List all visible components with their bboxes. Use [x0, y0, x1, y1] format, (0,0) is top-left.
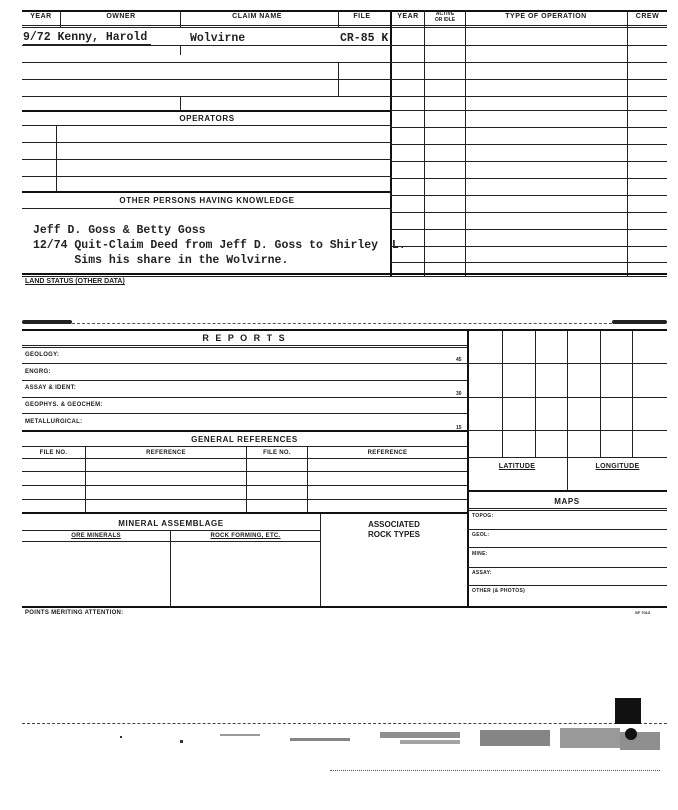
row-line [22, 345, 467, 346]
row-line [22, 363, 467, 364]
row-line [467, 529, 667, 530]
divider [627, 10, 628, 276]
grid-line [502, 331, 503, 457]
grid-line [467, 363, 667, 364]
row-line [22, 45, 667, 46]
reports-title: R E P O R T S [202, 333, 287, 343]
row-line [22, 413, 467, 414]
row-line [467, 508, 667, 509]
row-line [22, 79, 667, 80]
row-line [22, 191, 392, 193]
bottom-rule [22, 606, 667, 608]
divider [180, 96, 181, 110]
row-line [22, 208, 392, 209]
ore-minerals-label: ORE MINERALS [71, 533, 121, 539]
maps-assay: ASSAY: [472, 570, 492, 576]
row-line [22, 110, 392, 112]
grid-line [600, 331, 601, 457]
scan-noise-line [22, 723, 667, 724]
row-line [22, 458, 467, 459]
row-line [22, 430, 467, 432]
gr-file-no-2: FILE NO. [263, 450, 291, 456]
maps-mine: MINE: [472, 551, 488, 557]
divider [338, 10, 339, 27]
divider [465, 10, 466, 276]
divider [85, 446, 86, 512]
grid-line [535, 331, 536, 457]
divider [180, 45, 181, 55]
grid-line [467, 430, 667, 431]
row-line [467, 547, 667, 548]
report-assay: ASSAY & IDENT: [25, 385, 77, 391]
col-year: YEAR [30, 13, 52, 20]
row-line [22, 62, 667, 63]
row-line [22, 142, 392, 143]
other-persons-label: OTHER PERSONS HAVING KNOWLEDGE [119, 196, 295, 205]
row-line [390, 246, 667, 247]
row-line [22, 471, 467, 472]
grid-line [467, 397, 667, 398]
row-line [467, 490, 667, 492]
divider [424, 10, 425, 276]
row-line [22, 96, 667, 97]
mineral-assemblage-title: MINERAL ASSEMBLAGE [118, 519, 224, 528]
owner-entry-year-owner: 9/72 Kenny, Harold [23, 31, 148, 44]
registration-dot [625, 728, 637, 740]
report-geology: GEOLOGY: [25, 352, 60, 358]
report-engrg: ENGRG: [25, 369, 51, 375]
col-active-or-idle [425, 11, 465, 23]
latitude-label: LATITUDE [498, 463, 536, 470]
maps-title: MAPS [554, 497, 580, 506]
row-line [467, 567, 667, 568]
header-rule [22, 25, 667, 26]
col-owner: OWNER [106, 13, 136, 20]
maps-geol: GEOL: [472, 532, 490, 538]
divider [56, 125, 57, 191]
longitude-label: LONGITUDE [595, 463, 640, 470]
knowledge-line-2: 12/74 Quit-Claim Deed from Jeff D. Goss to Shirley L. [33, 239, 406, 252]
col-year-2: YEAR [397, 13, 419, 20]
row-line [390, 144, 667, 145]
gr-file-no: FILE NO. [39, 450, 68, 456]
row-line [467, 585, 667, 586]
maps-topog: TOPOG: [472, 513, 494, 519]
row-line [390, 110, 667, 111]
report-metallurgical: METALLURGICAL: [25, 419, 83, 425]
divider [307, 446, 308, 512]
row-line [22, 347, 467, 348]
row-line [22, 380, 467, 381]
col-type-of-operation: TYPE OF OPERATION [505, 13, 587, 20]
bottom-rule-2 [22, 276, 667, 277]
scan-noise-line [330, 770, 660, 771]
divider [170, 530, 171, 606]
active-label: ACTIVE [435, 11, 455, 17]
col-claim-name: CLAIM NAME [232, 13, 282, 20]
gr-reference-2: REFERENCE [367, 450, 408, 456]
col-file: FILE [353, 13, 371, 20]
top-border [22, 10, 667, 12]
registration-mark [615, 698, 641, 724]
report-geophys: GEOPHYS. & GEOCHEM: [25, 402, 103, 408]
row-line [22, 499, 467, 500]
header-rule-2 [22, 27, 667, 28]
associated-rock-types [321, 520, 467, 540]
operators-label: OPERATORS [179, 114, 235, 123]
grid-line [632, 331, 633, 457]
row-line [390, 262, 667, 263]
scale-15: 15 [456, 425, 462, 431]
rock-types-label: ROCK TYPES [367, 530, 420, 539]
divider [60, 10, 61, 27]
land-status-label: LAND STATUS (OTHER DATA) [25, 278, 125, 285]
row-line [390, 178, 667, 179]
scan-noise [100, 728, 670, 758]
scale-30: 30 [456, 391, 462, 397]
row-line [467, 510, 667, 511]
idle-label: OR IDLE [434, 17, 456, 23]
owner-entry-file: CR-85 K [340, 32, 389, 45]
row-line [390, 212, 667, 213]
row-line [22, 530, 320, 531]
rock-forming-label: ROCK FORMING, ETC. [210, 533, 281, 539]
divider [180, 10, 181, 27]
row-line [22, 446, 467, 447]
divider-main [390, 10, 392, 276]
owner-entry-claim: Wolvirne [190, 32, 246, 45]
knowledge-line-1: Jeff D. Goss & Betty Goss [33, 224, 206, 237]
row-line [22, 176, 392, 177]
scan-mark [612, 320, 667, 324]
knowledge-line-3: Sims his share in the Wolvirne. [33, 254, 289, 267]
grid-line [467, 457, 667, 458]
associated-label: ASSOCIATED [368, 520, 420, 529]
row-line [22, 512, 467, 514]
row-line [22, 485, 467, 486]
row-line [22, 159, 392, 160]
row-line [22, 125, 392, 126]
general-references-title: GENERAL REFERENCES [191, 435, 298, 444]
row-line [390, 229, 667, 230]
row-line [390, 161, 667, 162]
row-line [22, 541, 320, 542]
divider [246, 446, 247, 512]
row-line [390, 195, 667, 196]
row-line [390, 127, 667, 128]
maps-other: OTHER (& PHOTOS) [472, 588, 526, 594]
points-meriting-attention: POINTS MERITING ATTENTION: [25, 610, 124, 616]
form-number: SF 7013 [635, 610, 651, 615]
reports-top-rule [22, 329, 667, 331]
scale-45: 45 [456, 357, 462, 363]
gr-reference: REFERENCE [146, 450, 186, 456]
row-line [22, 397, 467, 398]
scan-mark [22, 320, 72, 324]
divider [338, 62, 339, 96]
col-crew: CREW [635, 13, 660, 20]
tear-line [72, 323, 612, 324]
bottom-rule [22, 273, 667, 275]
